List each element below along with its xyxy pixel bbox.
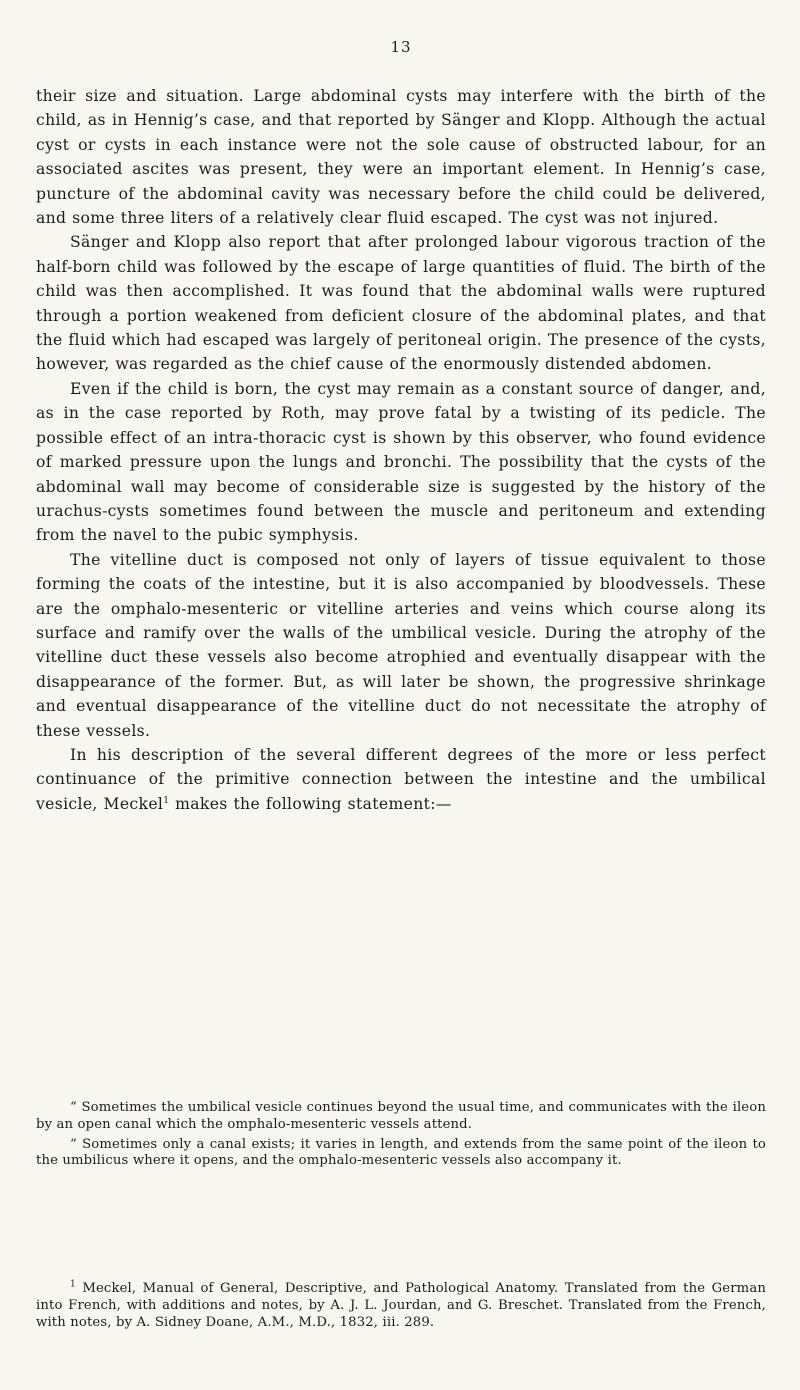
paragraph-5-text: In his description of the several different degrees of the more or less perfect continuance of the primitive connection between the intestine and the umbilical vesicle, Meckel [36,745,766,813]
paragraph-4: The vitelline duct is composed not only of layers of tissue equivalent to those forming the coats of the intestine, but it is also accompanied by bloodvessels. These are the omphalo-mesenteric or vitelline arteries and veins which course along its surface and ramify over the walls of the umbilical vesicle. During the atrophy of the vitelline duct these vessels also become atrophied and eventually disappear with the disappearance of the former. But, as will later be shown, the progressive shrinkage and eventual disappearance of the vitelline duct do not necessitate the atrophy of these vessels. [36,550,766,740]
footnote-text [36,1281,766,1331]
paragraph-1: their size and situation. Large abdominal cysts may interfere with the birth of the child, as in Hennig’s case, and that reported by Sänger and Klopp. Although the actual cyst or cysts in each instance were not the sole cause of obstructed labour, for an associated ascites was present, they were an important element. In Hennig’s case, puncture of the abdominal cavity was necessary before the child could be delivered, and some three liters of a relatively clear fluid escaped. The cyst was not injured. [36,87,766,228]
paragraph-5 [36,743,766,816]
body-text [36,84,766,816]
paragraph-3: Even if the child is born, the cyst may remain as a constant source of danger, and, as in the case reported by Roth, may prove fatal by a twisting of its pedicle. The possible effect of an intra-thoracic cyst is shown by this observer, who found evidence of marked pressure upon the lungs and bronchi. The possibility that the cysts of the abdominal wall may become of considerable size is suggested by the history of the urachus-cysts sometimes found between the muscle and peritoneum and extending from the navel to the pubic symphysis. [36,379,766,545]
block-quote [36,1100,766,1173]
footnote-mark: 1 [70,1279,76,1290]
footnote-citation: Meckel, Manual of General, Descriptive, and Pathological Anatomy. Translated from the German into French, with additions and notes, by A. J. L. Jourdan, and G. Breschet. Translated from the French, with notes, by A. Sidney Doane, A.M., M.D., 1832, iii. 289. [36,1281,766,1330]
footnote-reference: 1 [163,795,170,806]
paragraph-5-text-end: makes the following statement:— [169,794,452,813]
footnote [36,1281,766,1331]
page-number: 13 [390,38,412,56]
quote-paragraph-1: “ Sometimes the umbilical vesicle continues beyond the usual time, and communicates with the ileon by an open canal which the omphalo-mesenteric vessels attend. [36,1100,766,1132]
paragraph-2: Sänger and Klopp also report that after prolonged labour vigorous traction of the half-born child was followed by the escape of large quantities of fluid. The birth of the child was then accomplished. It was found that the abdominal walls were ruptured through a portion weakened from deficient closure of the abdominal plates, and that the fluid which had escaped was largely of peritoneal origin. The presence of the cysts, however, was regarded as the chief cause of the enormously distended abdomen. [36,233,766,374]
quote-paragraph-2: “ Sometimes only a canal exists; it varies in length, and extends from the same point of the ileon to the umbilicus where it opens, and the omphalo-mesenteric vessels also accompany it. [36,1136,766,1169]
